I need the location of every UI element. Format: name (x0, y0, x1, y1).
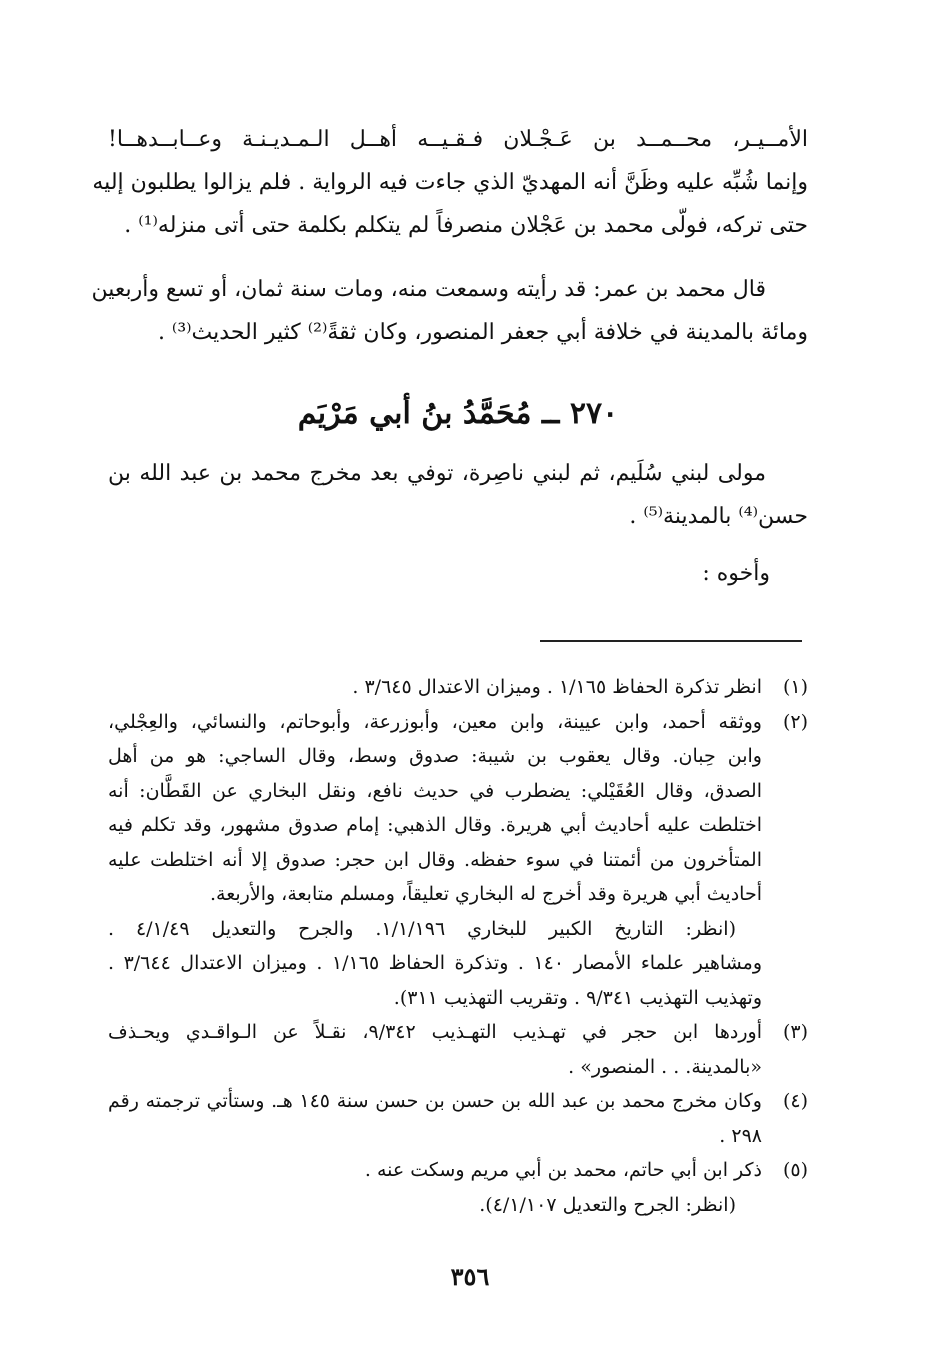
text-line: ومائة بالمدينة في خلافة أبي جعفر المنصور، وكان ثقةً⁽²⁾ كثير الحديث⁽³⁾ . (157, 320, 808, 345)
text-line: وإنما شُبِّه عليه وظَنَّ أنه المهديّ الذي جاءت فيه الرواية . فلم يزالوا يطلبون إليه (92, 170, 808, 195)
footnote-line: وابن حِبان. وقال يعقوب بن شيبة: صدوق وسط، وقال الساجي: هو من أهل (108, 745, 762, 767)
footnote-line: وكان مخرج محمد بن عبد الله بن حسن بن حسن سنة ١٤٥ هـ. وستأتي ترجمته رقم (108, 1090, 762, 1112)
footnote-line: (انظر: التاريخ الكبير للبخاري ١/١/١٩٦. والجرح والتعديل ٤/١/٤٩ . (108, 917, 736, 940)
entry-title: ٢٧٠ ــ مُحَمَّدُ بنُ أبي مَرْيَم (297, 396, 619, 431)
footnote-text (108, 705, 762, 1016)
text-line: الأمــيـر، محــمــد بن عَـجْـلان فـقـيــه أهــل الـمـديـنـة وعــابــدهــا! (108, 127, 808, 152)
footnote-line: المتأخرون من أئمتنا في سوء حفظه. وقال ابن حجر: صدوق إلا أنه اختلطت عليه (108, 848, 762, 871)
footnote-line: انظر تذكرة الحفاظ ١/١٦٥ . وميزان الاعتدال ٣/٦٤٥ . (352, 676, 762, 698)
paragraph-1 (92, 118, 808, 247)
footnote-number: (١) (782, 676, 808, 698)
footnote-line: اختلطت عليه أحاديث أبي هريرة. وقال الذهبي: إمام صدوق مشهور، وقد تكلم فيه (108, 814, 762, 836)
footnote-line: ومشاهير علماء الأمصار ١٤٠ . وتذكرة الحفاظ ١/١٦٥ . وميزان الاعتدال ٣/٦٤٤ . (108, 952, 762, 974)
footnote-5 (108, 1153, 808, 1222)
text-line: قال محمد بن عمر: قد رأيته وسمعت منه، ومات سنة ثمان، أو تسع وأربعين (91, 277, 766, 302)
footnote-line: ٢٩٨ . (719, 1124, 762, 1147)
footnote-4 (108, 1084, 808, 1153)
footnote-divider (540, 640, 802, 642)
footnote-line: أوردها ابن حجر في تهـذيب التهـذيب ٩/٣٤٢، نقـلاً عن الـواقـدي ويحـذف (108, 1021, 762, 1043)
text-line: حسن⁽⁴⁾ بالمدينة⁽⁵⁾ . (629, 504, 808, 529)
footnote-line: (انظر: الجرح والتعديل ٤/١/١٠٧). (479, 1193, 736, 1216)
paragraph-3 (108, 452, 808, 538)
text-line: حتى تركه، فولّى محمد بن عَجْلان منصرفاً لم يتكلم بكلمة حتى أتى منزله⁽¹⁾ . (124, 213, 808, 238)
footnote-line: «بالمدينة. . . المنصور» . (568, 1055, 762, 1078)
text-line: وأخوه : (702, 561, 770, 586)
footnote-text (108, 670, 762, 705)
footnote-line: ووثقه أحمد، وابن عيينة، وابن معين، وأبوزرعة، وأبوحاتم، والنسائي، والعِجْلي، (108, 710, 762, 733)
paragraph-2 (91, 268, 808, 354)
footnote-number: (٤) (782, 1090, 808, 1112)
footnote-line: أحاديث أبي هريرة وقد أخرج له البخاري تعليقاً، ومسلم متابعة، والأربعة. (210, 883, 762, 905)
footnote-text (108, 1015, 762, 1084)
paragraph-4 (108, 552, 808, 595)
footnote-2 (108, 705, 808, 1016)
footnote-text (108, 1084, 762, 1153)
page-number: ٣٥٦ (450, 1262, 490, 1291)
footnote-text (108, 1153, 762, 1222)
footnote-number: (٢) (782, 710, 808, 733)
footnote-line: وتهذيب التهذيب ٩/٣٤١ . وتقريب التهذيب ٣١١). (393, 986, 762, 1009)
footnote-1 (108, 670, 808, 705)
footnote-number: (٣) (782, 1021, 808, 1043)
footnote-3 (108, 1015, 808, 1084)
footnote-number: (٥) (782, 1159, 808, 1181)
footnotes (108, 670, 808, 1222)
text-line: مولى لبني سُلَيم، ثم لبني ناصِرة، توفي بعد مخرج محمد بن عبد الله بن (108, 461, 766, 486)
footnote-line: ذكر ابن أبي حاتم، محمد بن أبي مريم وسكت عنه . (364, 1159, 762, 1181)
footnote-line: الصدق، وقال العُقَيْلي: يضطرب في حديث نافع، ونقل البخاري عن القَطَّان: أنه (108, 779, 762, 802)
